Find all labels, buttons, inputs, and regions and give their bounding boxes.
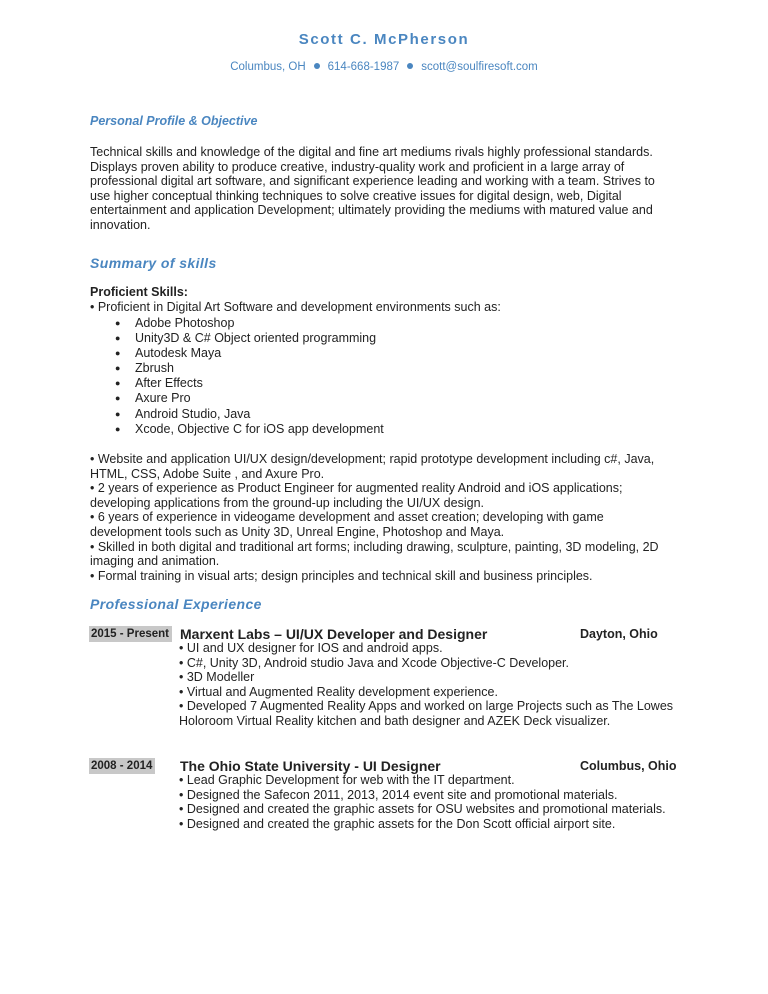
skill-bullet: • Formal training in visual arts; design principles and technical skill and business principles. [90,568,593,583]
skill-bullet: • 6 years of experience in videogame development and asset creation; developing with game development tools such as Unity 3D, Unreal Engine, Photoshop and Maya. [90,510,604,539]
skill-bullet: • Website and application UI/UX design/development; rapid prototype development including c#, Java, HTML, CSS, Adobe Suite , and Axure Pro. [90,452,655,481]
bullet-icon: ● [115,423,121,434]
bullet-icon: ● [115,378,121,389]
contact-email: scott@soulfiresoft.com [421,61,538,73]
job-detail-line: • Designed and created the graphic assets for the Don Scott official airport site. [179,816,616,831]
job-details [179,641,679,729]
job-detail-line: • UI and UX designer for IOS and android apps. [179,641,443,655]
skills-bullets [90,452,670,583]
bullet-dot-icon [314,63,320,69]
bullet-icon: ● [115,348,121,359]
bullet-icon: ● [115,408,121,419]
list-item: ● Autodesk Maya [115,346,222,361]
bullet-icon: ● [115,393,121,404]
job-title: The Ohio State University - UI Designer [180,758,441,774]
job-detail-line: • Designed and created the graphic assets for OSU websites and promotional materials. [179,802,666,817]
profile-text: Technical skills and knowledge of the digital and fine art mediums rivals highly professional standards. Displays proven ability to produce creative, industry-quality work and proficient in a large array of professional digital art software, and significant experience leading and working with a team. Strives to use higher conceptual thinking techniques to solve creative issues for digital design, web, Digital entertainment and application Development; ultimately providing the mediums with matured value and innovation. [90,145,655,232]
list-item: ● Axure Pro [115,391,191,406]
list-item: ● Xcode, Objective C for iOS app development [115,421,384,436]
job-details [179,773,679,831]
skill-bullet: • Skilled in both digital and traditional art forms; including drawing, sculpture, painting, 3D modeling, 2D imaging and animation. [90,539,659,569]
contact-city: Columbus, OH [230,61,306,73]
resume-name: Scott C. McPherson [298,31,470,48]
list-item: ● Unity3D & C# Object oriented programming [115,331,377,346]
skills-heading: Summary of skills [90,255,217,271]
job-location: Columbus, Ohio [580,759,677,773]
contact-phone: 614-668-1987 [327,61,400,73]
job-detail-line: • Virtual and Augmented Reality development experience. [179,684,498,699]
job-detail-line: • Developed 7 Augmented Reality Apps and worked on large Projects such as The Lowes Holoroom Virtual Reality kitchen and bath designer and AZEK Deck visualizer. [179,699,674,728]
experience-heading: Professional Experience [90,596,262,612]
job-detail-line: • 3D Modeller [179,670,255,685]
job-detail-line: • C#, Unity 3D, Android studio Java and Xcode Objective-C Developer. [179,655,569,670]
bullet-dot-icon [407,63,413,69]
proficient-skills-label: Proficient Skills: [90,285,188,299]
job-title: Marxent Labs – UI/UX Developer and Designer [180,626,488,642]
profile-heading: Personal Profile & Objective [90,114,258,128]
skills-intro: • Proficient in Digital Art Software and development environments such as: [90,300,501,314]
job-location: Dayton, Ohio [580,627,658,641]
list-item: ● Android Studio, Java [115,406,251,421]
skill-bullet: • 2 years of experience as Product Engineer for augmented reality Android and iOS applications; developing applications from the ground-up including the UI/UX design. [90,481,623,510]
software-list [110,316,384,437]
list-item: ● After Effects [115,376,203,391]
job-dates: 2015 - Present [89,626,172,642]
job-dates: 2008 - 2014 [89,758,155,774]
job-detail-line: • Lead Graphic Development for web with the IT department. [179,773,515,787]
contact-line [0,61,768,73]
job-detail-line: • Designed the Safecon 2011, 2013, 2014 event site and promotional materials. [179,787,618,802]
list-item: ● Adobe Photoshop [115,316,235,330]
bullet-icon: ● [115,363,121,374]
bullet-icon: ● [115,333,121,344]
list-item: ● Zbrush [115,361,174,376]
bullet-icon: ● [115,318,121,328]
